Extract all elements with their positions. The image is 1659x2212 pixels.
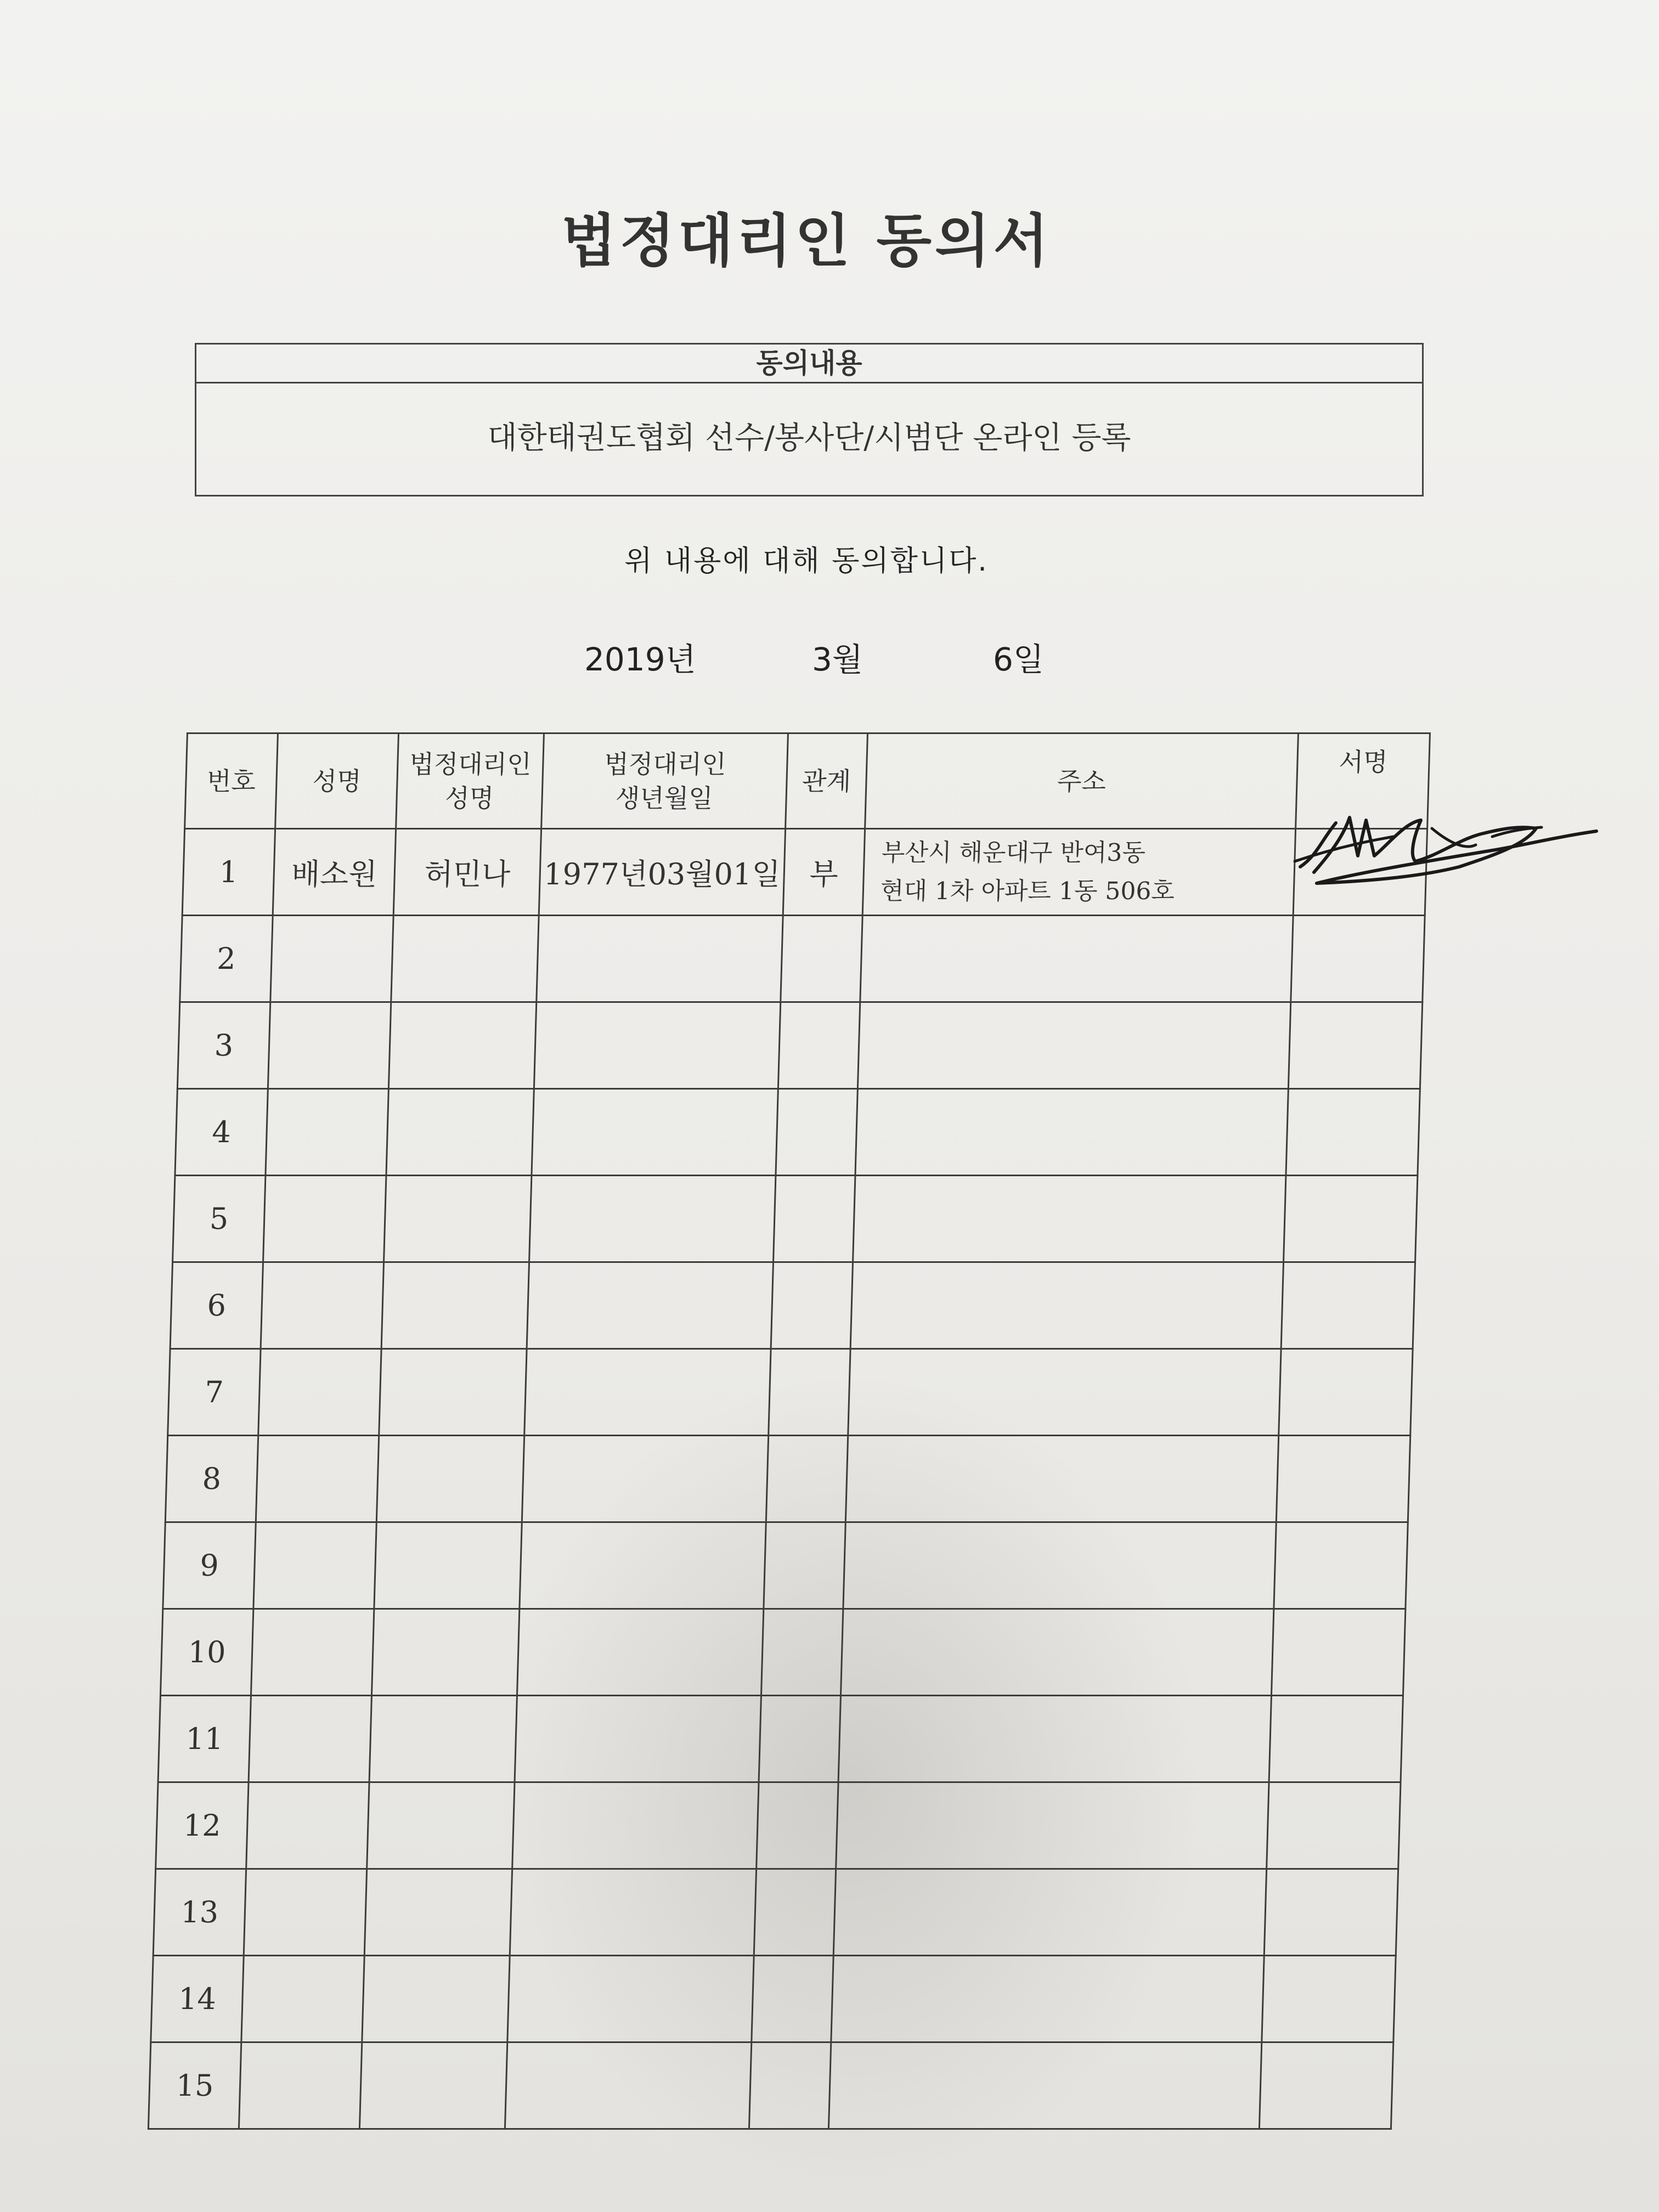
row-guardian-birth (534, 1002, 780, 1089)
row-name (244, 1869, 366, 1956)
row-guardian-name (388, 1002, 536, 1089)
row-relation (749, 2042, 831, 2129)
row-relation (757, 1782, 838, 1869)
table-row (148, 2042, 1393, 2129)
row-guardian-birth (532, 1089, 778, 1176)
row-relation (752, 1956, 833, 2042)
row-number: 5 (173, 1176, 266, 1262)
header-number: 번호 (185, 733, 278, 829)
row-relation (761, 1609, 843, 1696)
row-signature (1281, 1262, 1415, 1349)
row-name (258, 1349, 381, 1436)
header-guardian-name: 법정대리인 성명 (396, 733, 544, 829)
agree-statement: 위 내용에 대해 동의합니다. (624, 545, 989, 578)
row-guardian-birth (505, 2042, 751, 2129)
row-guardian-name (379, 1349, 527, 1436)
row-guardian-birth (517, 1609, 763, 1696)
row-guardian-birth (507, 1956, 754, 2042)
table-header-row (185, 733, 1430, 829)
table-row (182, 829, 1427, 916)
table-row (170, 1262, 1415, 1349)
row-guardian-name (369, 1696, 517, 1782)
header-address: 주소 (865, 733, 1299, 829)
row-name (246, 1782, 369, 1869)
row-address (853, 1176, 1286, 1262)
row-name (239, 2042, 362, 2129)
row-signature (1269, 1696, 1403, 1782)
row-signature (1288, 1002, 1422, 1089)
row-guardian-birth (512, 1782, 759, 1869)
row-name (266, 1089, 388, 1176)
table-row (177, 1002, 1422, 1089)
consent-header: 동의내용 (196, 345, 1422, 383)
date-year: 2019년 (584, 641, 696, 678)
table-row (168, 1349, 1413, 1436)
row-relation (778, 1002, 860, 1089)
row-signature (1286, 1089, 1420, 1176)
row-number: 14 (151, 1956, 244, 2042)
row-address (857, 1002, 1290, 1089)
row-address (828, 2042, 1261, 2129)
row-relation (759, 1696, 840, 1782)
table-row (156, 1782, 1401, 1869)
table-row (160, 1609, 1405, 1696)
row-relation (754, 1869, 836, 1956)
row-number: 7 (168, 1349, 261, 1436)
header-signature: 서명 (1296, 733, 1430, 829)
row-relation (769, 1349, 850, 1436)
table-row (175, 1089, 1420, 1176)
row-signature (1276, 1436, 1410, 1522)
row-signature (1271, 1609, 1405, 1696)
row-relation (781, 916, 862, 1002)
row-number: 6 (170, 1262, 263, 1349)
row-name (241, 1956, 364, 2042)
row-number: 13 (153, 1869, 246, 1956)
row-guardian-birth: 1977년03월01일 (539, 829, 785, 916)
row-guardian-name (359, 2042, 507, 2129)
row-relation (766, 1436, 848, 1522)
row-guardian-name: 허민나 (393, 829, 541, 916)
row-number: 11 (158, 1696, 251, 1782)
row-address (855, 1089, 1288, 1176)
row-name (249, 1696, 371, 1782)
row-address (860, 916, 1293, 1002)
row-guardian-name (384, 1176, 532, 1262)
row-guardian-birth (527, 1262, 773, 1349)
document-title: 법정대리인 동의서 (561, 207, 1052, 274)
signature-image (1284, 790, 1607, 894)
row-signature (1279, 1349, 1413, 1436)
row-address (850, 1262, 1283, 1349)
row-number: 8 (165, 1436, 258, 1522)
header-guardian-birth: 법정대리인 생년월일 (541, 733, 788, 829)
row-guardian-name (371, 1609, 519, 1696)
guardian-table (148, 732, 1431, 2130)
row-guardian-name (376, 1436, 524, 1522)
table-row (158, 1696, 1403, 1782)
row-name (261, 1262, 383, 1349)
row-address (836, 1782, 1269, 1869)
row-signature (1259, 2042, 1393, 2129)
row-address (831, 1956, 1264, 2042)
table-row (165, 1436, 1410, 1522)
row-signature (1262, 1956, 1396, 2042)
row-address (833, 1869, 1266, 1956)
consent-text: 대한태권도협회 선수/봉사단/시범단 온라인 등록 (487, 420, 1131, 456)
header-relation: 관계 (786, 733, 868, 829)
row-guardian-name (386, 1089, 534, 1176)
row-guardian-name (367, 1782, 515, 1869)
row-name (253, 1522, 376, 1609)
row-address (843, 1522, 1276, 1609)
address-line-1: 부산시 해운대구 반여3동 (881, 838, 1146, 867)
row-number: 9 (163, 1522, 256, 1609)
row-address (848, 1349, 1281, 1436)
row-signature (1264, 1869, 1398, 1956)
row-signature (1291, 916, 1425, 1002)
row-relation (776, 1089, 857, 1176)
table-row (153, 1869, 1398, 1956)
date-day: 6일 (993, 641, 1044, 678)
row-guardian-birth (522, 1436, 768, 1522)
row-relation (764, 1522, 845, 1609)
row-name (263, 1176, 386, 1262)
row-address (838, 1696, 1271, 1782)
row-guardian-birth (537, 916, 783, 1002)
row-signature (1284, 1176, 1418, 1262)
row-name (251, 1609, 374, 1696)
row-guardian-birth (515, 1696, 761, 1782)
row-guardian-name (364, 1869, 512, 1956)
row-address (840, 1609, 1273, 1696)
row-relation (771, 1262, 853, 1349)
row-signature (1274, 1522, 1408, 1609)
row-number: 12 (156, 1782, 249, 1869)
row-number: 3 (177, 1002, 270, 1089)
consent-box (195, 343, 1424, 496)
row-relation (774, 1176, 855, 1262)
row-guardian-birth (529, 1176, 776, 1262)
table-row (163, 1522, 1408, 1609)
row-name (270, 916, 393, 1002)
row-guardian-name (362, 1956, 510, 2042)
row-number: 2 (180, 916, 273, 1002)
row-number: 4 (175, 1089, 268, 1176)
row-signature (1267, 1782, 1401, 1869)
row-number: 1 (182, 829, 275, 916)
row-guardian-birth (510, 1869, 756, 1956)
guardian-table-wrapper (148, 732, 1429, 2130)
row-number: 15 (148, 2042, 241, 2129)
table-row (180, 916, 1425, 1002)
row-guardian-birth (524, 1349, 771, 1436)
row-relation: 부 (783, 829, 865, 916)
row-guardian-name (381, 1262, 529, 1349)
date-month: 3월 (812, 641, 863, 678)
row-guardian-name (391, 916, 539, 1002)
table-row (173, 1176, 1418, 1262)
address-line-2: 현대 1차 아파트 1동 506호 (880, 877, 1175, 905)
row-address (862, 829, 1295, 916)
row-number: 10 (160, 1609, 253, 1696)
row-name (268, 1002, 391, 1089)
row-name: 배소원 (273, 829, 396, 916)
row-address (845, 1436, 1278, 1522)
row-name (256, 1436, 379, 1522)
table-row (151, 1956, 1396, 2042)
row-guardian-name (374, 1522, 522, 1609)
header-name: 성명 (275, 733, 399, 829)
row-guardian-birth (520, 1522, 766, 1609)
